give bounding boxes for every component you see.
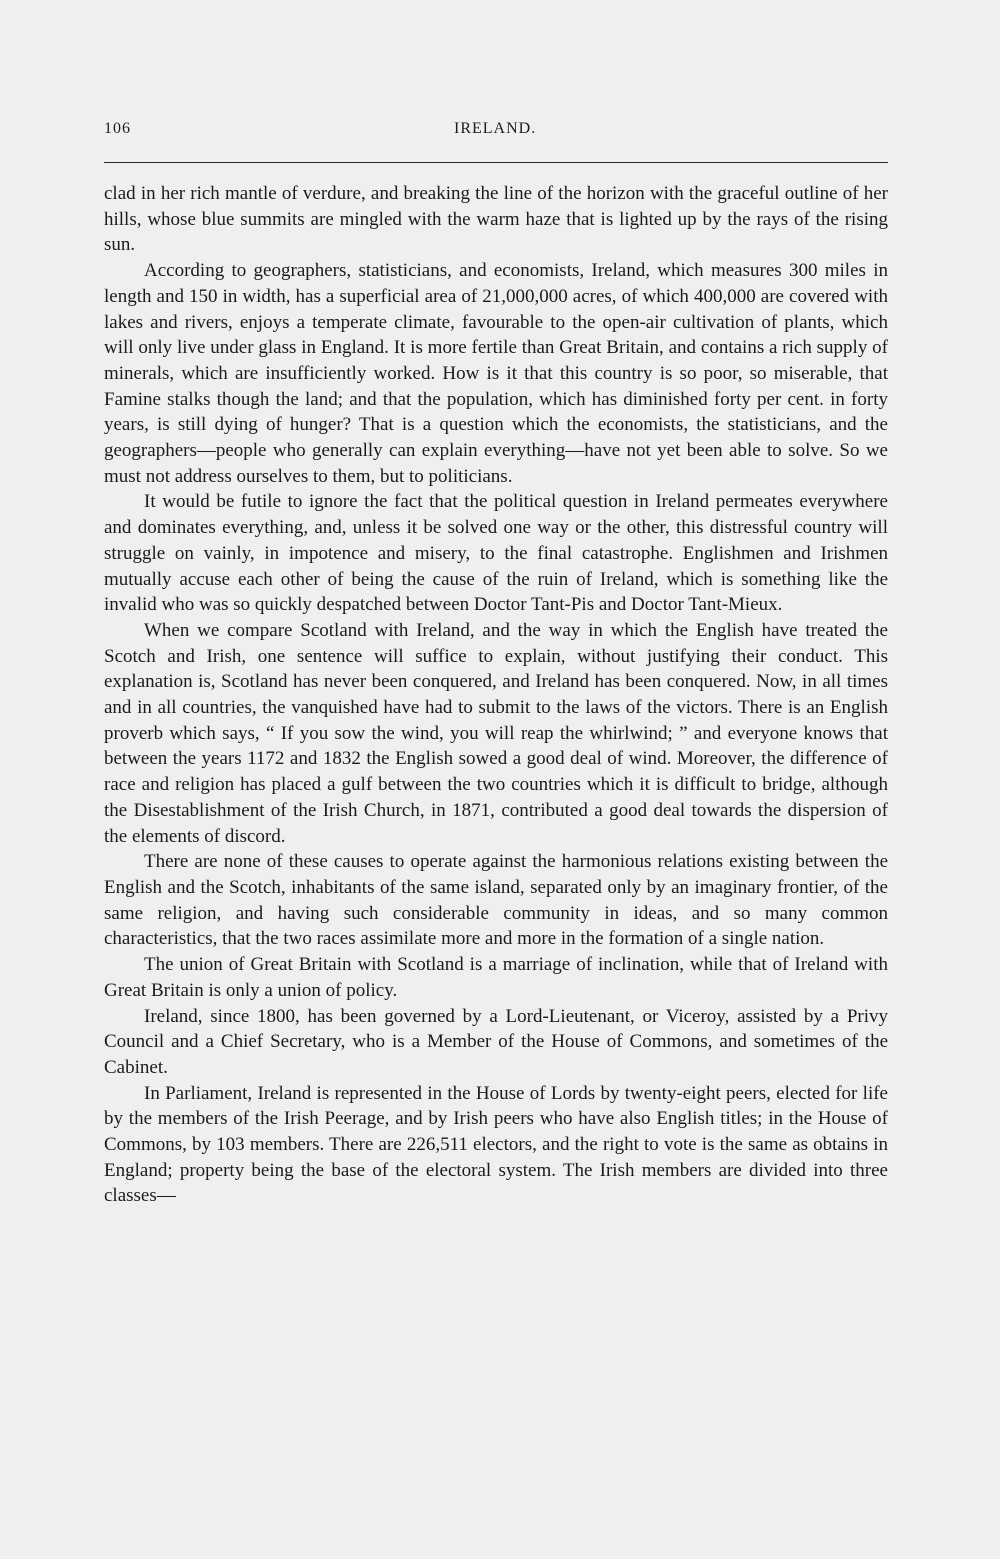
paragraph: In Parliament, Ireland is represented in the House of Lords by twenty-eight peers, elected for life by the members of the Irish Peerage, and by Irish peers who have also English titles; in the House of Commons, by 103 members. There are 226,511 electors, and the right to vote is the same as obtains in England; property being the base of the electoral system. The Irish members are divided into three classes—: [104, 1082, 888, 1207]
paragraph: Ireland, since 1800, has been governed by a Lord-Lieutenant, or Viceroy, assisted by a Privy Council and a Chief Secretary, who is a Member of the House of Commons, and sometimes of the Cabinet.: [104, 1005, 888, 1078]
header-rule: [104, 162, 888, 163]
paragraph-continued: clad in her rich mantle of verdure, and breaking the line of the horizon with the graceful outline of her hills, whose blue summits are mingled with the warm haze that is lighted up by the rays of the rising sun.: [104, 183, 888, 256]
paragraph: According to geographers, statisticians, and economists, Ireland, which measures 300 miles in length and 150 in width, has a superficial area of 21,000,000 acres, of which 400,000 are covered with lakes and rivers, enjoys a temperate climate, favourable to the open-air cultivation of plants, which will only live under glass in England. It is more fertile than Great Britain, and contains a rich supply of minerals, which are insufficiently worked. How is it that this country is so poor, so miserable, that Famine stalks though the land; and that the population, which has diminished forty per cent. in forty years, is still dying of hunger? That is a question which the economists, the statisticians, and the geographers—people who generally can explain everything—have not yet been able to solve. So we must not address ourselves to them, but to politicians.: [104, 260, 888, 487]
running-head: [104, 120, 888, 144]
body-text: [104, 181, 888, 1209]
paragraph: The union of Great Britain with Scotland is a marriage of inclination, while that of Ireland with Great Britain is only a union of policy.: [104, 954, 888, 1001]
paragraph: It would be futile to ignore the fact that the political question in Ireland permeates everywhere and dominates everything, and, unless it be solved one way or the other, this distressful country will struggle on vainly, in impotence and misery, to the final catastrophe. Englishmen and Irishmen mutually accuse each other of being the cause of the ruin of Ireland, which is something like the invalid who was so quickly despatched between Doctor Tant-Pis and Doctor Tant-Mieux.: [104, 491, 888, 616]
running-title: IRELAND.: [454, 120, 537, 137]
page-number: 106: [104, 120, 131, 137]
paragraph: There are none of these causes to operate against the harmonious relations existing between the English and the Scotch, inhabitants of the same island, separated only by an imaginary frontier, of the same religion, and having such considerable community in ideas, and so many common characteristics, that the two races assimilate more and more in the formation of a single nation.: [104, 851, 888, 950]
paragraph: When we compare Scotland with Ireland, and the way in which the English have treated the Scotch and Irish, one sentence will suffice to explain, without justifying their conduct. This explanation is, Scotland has never been conquered, and Ireland has been conquered. Now, in all times and in all countries, the vanquished have had to submit to the laws of the victors. There is an English proverb which says, “ If you sow the wind, you will reap the whirlwind; ” and everyone knows that between the years 1172 and 1832 the English sowed a good deal of wind. Moreover, the difference of race and religion has placed a gulf between the two countries which it is difficult to bridge, although the Disestablishment of the Irish Church, in 1871, contributed a good deal towards the dispersion of the elements of discord.: [104, 619, 888, 847]
